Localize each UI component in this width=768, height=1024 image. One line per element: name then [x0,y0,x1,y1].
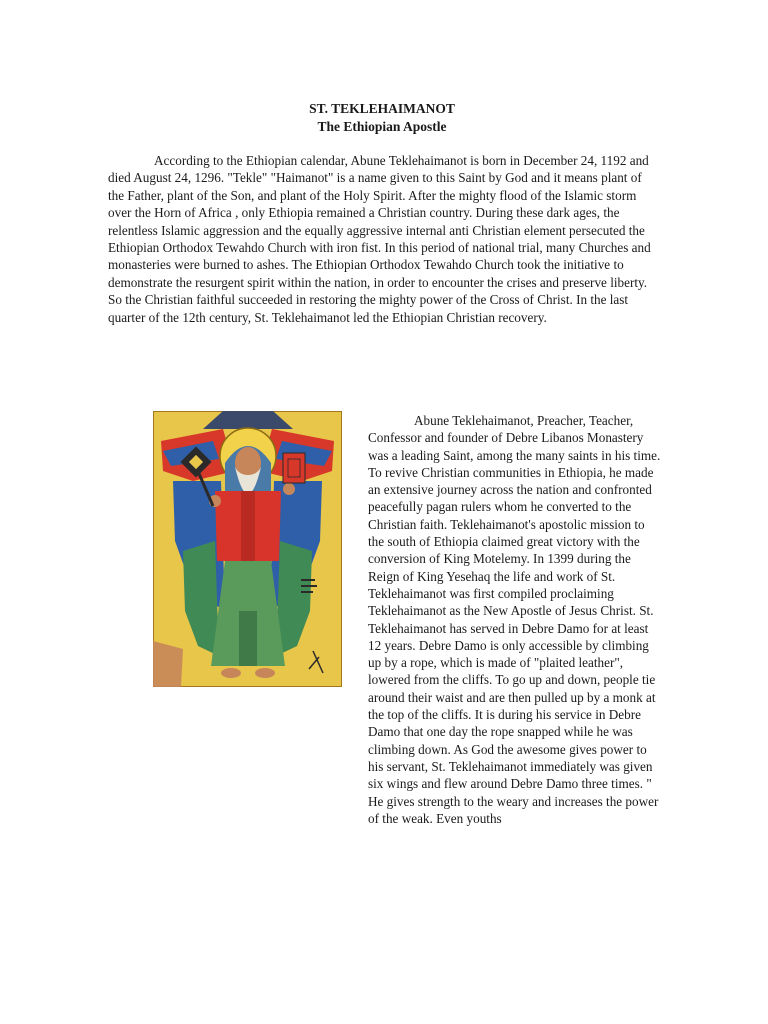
saint-icon-illustration [153,411,342,687]
body-paragraph: Abune Teklehaimanot, Preacher, Teacher, Confessor and founder of Debre Libanos Monastery was a leading Saint, among the many saints in his time. To revive Christian communities in Ethiopia, he made an extensive journey across the nation and confronted peacefully pagan rulers whom he converted to the Christian faith. Teklehaimanot's apostolic mission to the south of Ethiopia claimed great victory with the conversion of King Motelemy. In 1399 during the Reign of King Yesehaq the life and work of St. Teklehaimanot was first compiled proclaiming Teklehaimanot as the New Apostle of Jesus Christ. St. Teklehaimanot has served in Debre Damo for at least 12 years. Debre Damo is only accessible by climbing up by a rope, which is made of "plaited leather", lowered from the cliffs. To go up and down, people tie around their waist and are then pulled up by a monk at the top of the cliffs. It is during his service in Debre Damo that one day the rope snapped while he was climbing down. As God the awesome gives power to his servant, St. Teklehaimanot immediately was given six wings and flew around Debre Damo three times. " He gives strength to the weary and increases the power of the weak. Even youths [368,413,661,826]
document-heading [108,100,656,136]
document-subtitle: The Ethiopian Apostle [317,119,447,134]
book-in-hand [283,453,305,483]
document-title: ST. TEKLEHAIMANOT [309,101,455,116]
intro-paragraph: According to the Ethiopian calendar, Abune Teklehaimanot is born in December 24, 1192 and died August 24, 1296. "Tekle" "Haimanot" is a name given to this Saint by God and it means plant of the Father, plant of the Son, and plant of the Holy Spirit. After the mighty flood of the Islamic storm over the Horn of Africa , only Ethiopia remained a Christian country. During these dark ages, the relentless Islamic aggression and the equally aggressive internal anti Christian element persecuted the Ethiopian Orthodox Tewahdo Church with iron fist. In this period of national trial, many Churches and monasteries were burned to ashes. The Ethiopian Orthodox Tewahdo Church took the initiative to demonstrate the resurgent spirit within the nation, in order to encounter the crises and preserve liberty. So the Christian faithful succeeded in restoring the mighty power of the Cross of Christ. In the last quarter of the 12th century, St. Teklehaimanot led the Ethiopian Christian recovery. [108,153,651,325]
saint-icon-image [153,411,342,687]
